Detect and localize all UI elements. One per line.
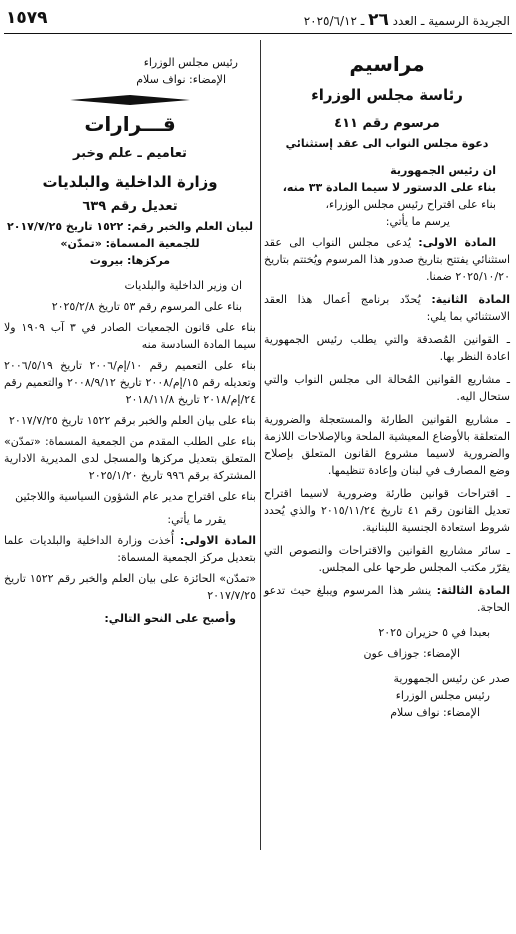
decides-line: يقرر ما يأتي: — [167, 513, 226, 526]
left-article-1-label: المادة الاولى: — [179, 534, 256, 547]
president-signature: الإمضاء: جوزاف عون — [363, 647, 460, 660]
subsection-title: تعاميم ـ علم وخبر — [73, 146, 187, 161]
headquarters: مركزها: بيروت — [89, 254, 171, 267]
article-2 — [264, 291, 510, 325]
minister-line: ان وزير الداخلية والبلديات — [124, 279, 242, 292]
list-item: ـ مشاريع القوانين الطارئة والمستعجلة والضرورية المتعلقة بالأوضاع المعيشية الملحة وبالإصلاحات اللازمة والضرورية لاسيما مشروع القانون المتعلق بإصلاح وضع المصارف في لبنان وإعادة تنظيمها. — [264, 413, 510, 477]
issue-date: ـ ٢٠٢٥/٦/١٢ — [303, 14, 365, 28]
ministry-title: وزارة الداخلية والبلديات — [42, 173, 218, 191]
section-title-decrees: مراسيم — [349, 52, 425, 76]
office-title: رئاسة مجلس الوزراء — [311, 86, 463, 104]
article-2-text: يُحدّد برنامج أعمال هذا العقد الاستثنائي بما يلي: — [264, 293, 510, 323]
amendment-number: تعديل رقم ٦٣٩ — [82, 199, 178, 214]
article-3 — [264, 582, 510, 616]
basis-constitution: بناء على الدستور لا سيما المادة ٣٣ منه، — [282, 181, 496, 194]
left-article-1-cont: «تمدّن» الحائزة على بيان العلم والخبر رقم ١٥٢٢ تاريخ ٢٠١٧/٧/٢٥ — [4, 572, 256, 602]
page-number: ١٥٧٩ — [6, 8, 48, 28]
pm-title: رئيس مجلس الوزراء — [395, 689, 490, 702]
article-1-label: المادة الاولى: — [418, 236, 496, 249]
journal-title — [304, 10, 510, 30]
section-title-decisions: قـــرارات — [84, 112, 176, 136]
section-ornament — [70, 94, 190, 106]
issued-by: صدر عن رئيس الجمهورية — [393, 672, 510, 685]
basis-line: بناء على الطلب المقدم من الجمعية المسماة: «تمدّن» المتعلق بتعديل مركزها والمسجل لدى المديرية الادارية المشتركة برقم ٩٩٦ تاريخ ٢٠٢٥/١/٢٠ — [4, 435, 256, 482]
list-item: ـ مشاريع القوانين المُحالة الى مجلس النواب والتي ستحال اليه. — [264, 373, 510, 403]
left-article-1-text: أُخذت وزارة الداخلية والبلديات علما بتعديل مركز الجمعية المسماة: — [4, 534, 256, 564]
column-divider — [260, 40, 261, 850]
list-item: ـ اقتراحات قوانين طارئة وضرورية لاسيما اقتراح تعديل القانون رقم ٤١ تاريخ ٢٠١٥/١١/٢٤ والذي يُحدد شروط استعادة الجنسية اللبنانية. — [264, 487, 511, 534]
article-3-label: المادة الثالثة: — [436, 584, 510, 597]
right-column — [264, 40, 510, 721]
pm-signature: الإمضاء: نواف سلام — [390, 706, 480, 719]
decree-number: مرسوم رقم ٤١١ — [334, 116, 440, 131]
list-item: ـ القوانين المُصدقة والتي يطلب رئيس الجمهورية اعادة النظر بها. — [264, 333, 510, 363]
article-3-text: ينشر هذا المرسوم ويبلغ حيث تدعو الحاجة. — [264, 584, 510, 614]
notice-line: لبيان العلم والخبر رقم: ١٥٢٢ تاريخ ٢٠١٧/٧/٢٥ — [7, 220, 253, 233]
header-rule — [4, 33, 512, 34]
article-2-label: المادة الثانية: — [431, 293, 510, 306]
basis-proposal: بناء على اقتراح رئيس مجلس الوزراء، — [325, 198, 496, 211]
president-line: ان رئيس الجمهورية — [390, 164, 496, 177]
left-column — [4, 40, 256, 627]
page-header — [6, 8, 510, 32]
pm-title-left: رئيس مجلس الوزراء — [143, 56, 238, 69]
basis-line: بناء على اقتراح مدير عام الشؤون السياسية واللاجئين — [15, 490, 256, 503]
became-line: وأصبح على النحو التالي: — [104, 612, 236, 625]
signing-date: بعبدا في ٥ حزيران ٢٠٢٥ — [378, 626, 490, 639]
left-article-1 — [4, 532, 256, 566]
basis-line: بناء على بيان العلم والخبر برقم ١٥٢٢ تاريخ ٢٠١٧/٧/٢٥ — [9, 414, 256, 427]
pm-signature-left: الإمضاء: نواف سلام — [136, 73, 226, 86]
issue-number: ٢٦ — [368, 10, 389, 30]
decrees-line: يرسم ما يأتي: — [385, 215, 450, 228]
basis-line: بناء على المرسوم رقم ٥٣ تاريخ ٢٠٢٥/٢/٨ — [51, 300, 242, 313]
decree-subject: دعوة مجلس النواب الى عقد إستثنائي — [285, 137, 489, 150]
basis-line: بناء على قانون الجمعيات الصادر في ٣ آب ١٩٠٩ ولا سيما المادة السادسة منه — [4, 321, 256, 351]
article-1 — [264, 234, 510, 285]
basis-line: بناء على التعميم رقم ١٠/إم/٢٠٠٦ تاريخ ٢٠٠٦/٥/١٩ وتعديله رقم ١٥/إم/٢٠٠٨ تاريخ ٢٠٠٨/٩/١٢ والتعميم رقم ٢٤/إم/٢٠١٨ تاريخ ٢٠١٨/١١/٨ — [4, 359, 256, 406]
journal-name: الجريدة الرسمية ـ العدد — [392, 14, 510, 28]
list-item: ـ سائر مشاريع القوانين والاقتراحات والنصوص التي يقرّر مكتب المجلس طرحها على المجلس. — [264, 544, 510, 574]
article-1-text: يُدعى مجلس النواب الى عقد استثنائي يفتتح بتاريخ صدور هذا المرسوم ويُختتم بتاريخ ٢٠٢٥/١٠/٢٠ ضمنا. — [264, 236, 510, 283]
association-name: للجمعية المسماة: «تمدّن» — [60, 237, 200, 250]
